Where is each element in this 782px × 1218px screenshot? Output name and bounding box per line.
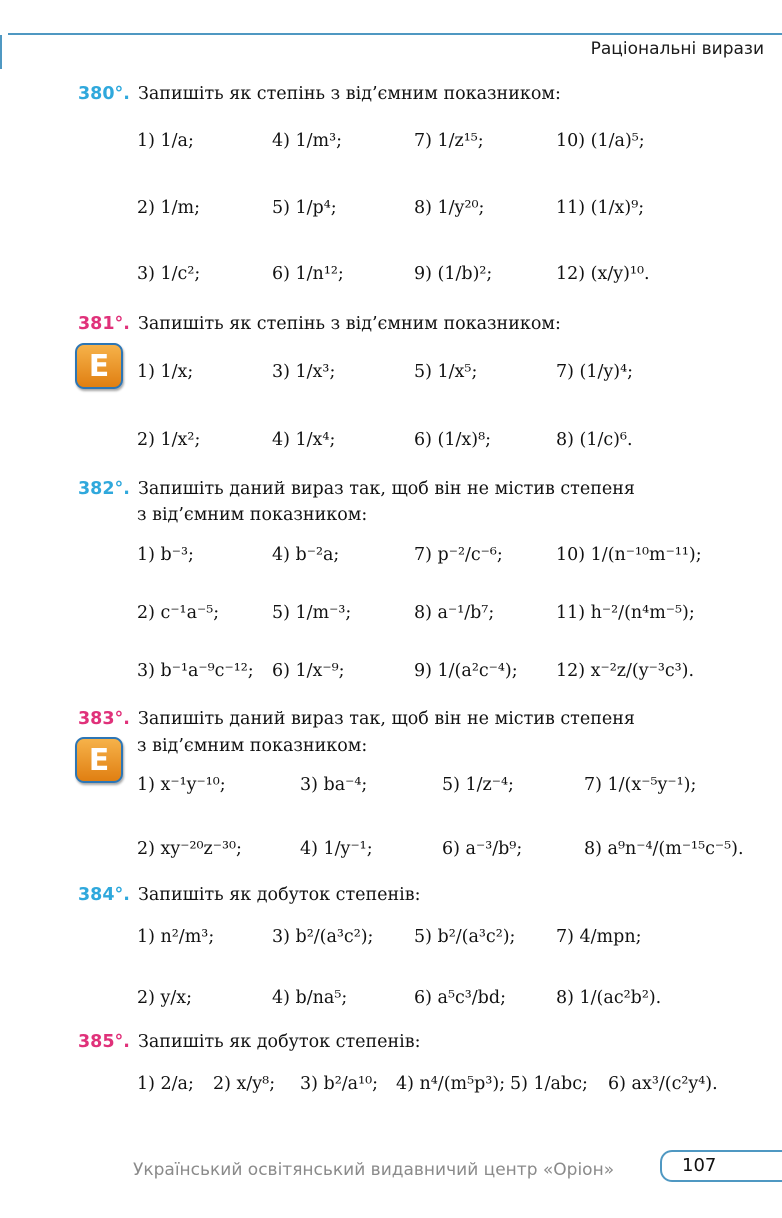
problem-number: 383°. [78,709,130,729]
item-385-6: 6) ax³/(c²y⁴). [608,1074,718,1094]
problem-number: 385°. [78,1032,130,1052]
item-382-4: 4) b⁻²a; [272,545,340,565]
problem-text: Запишіть як добуток степенів: [137,1032,421,1052]
item-380-8: 8) 1/y²⁰; [414,198,485,218]
item-381-4: 4) 1/x⁴; [272,430,336,450]
problem-text: Запишіть даний вираз так, щоб він не містив степеня [137,709,635,729]
problem-383 [78,709,635,729]
problem-384 [78,885,421,905]
problem-text: Запишіть як степінь з від’ємним показником: [137,84,561,104]
problem-text-continued: з від’ємним показником: [137,736,368,756]
problem-number: 381°. [78,314,130,334]
item-380-3: 3) 1/c²; [137,264,201,284]
item-380-4: 4) 1/m³; [272,131,343,151]
item-382-9: 9) 1/(a²c⁻⁴); [414,661,518,681]
item-381-3: 3) 1/x³; [272,362,336,382]
item-382-2: 2) c⁻¹a⁻⁵; [137,603,220,623]
item-380-6: 6) 1/n¹²; [272,264,344,284]
item-384-7: 7) 4/mpn; [556,927,642,947]
item-383-6: 6) a⁻³/b⁹; [442,839,523,859]
item-382-7: 7) p⁻²/c⁻⁶; [414,545,503,565]
e-level-badge: E [75,343,123,389]
item-383-5: 5) 1/z⁻⁴; [442,775,514,795]
item-382-11: 11) h⁻²/(n⁴m⁻⁵); [556,603,695,623]
problem-382 [78,479,635,499]
header-bracket [0,35,10,69]
item-383-4: 4) 1/y⁻¹; [300,839,373,859]
item-380-12: 12) (x/y)¹⁰. [556,264,650,284]
item-383-3: 3) ba⁻⁴; [300,775,368,795]
problem-text: Запишіть як степінь з від’ємним показником: [137,314,561,334]
item-385-5: 5) 1/abc; [510,1074,588,1094]
item-385-2: 2) x/y⁸; [213,1074,276,1094]
problem-text: Запишіть даний вираз так, щоб він не містив степеня [137,479,635,499]
item-380-10: 10) (1/a)⁵; [556,131,645,151]
item-380-1: 1) 1/a; [137,131,194,151]
page-number: 107 [660,1150,782,1182]
item-382-1: 1) b⁻³; [137,545,194,565]
item-382-6: 6) 1/x⁻⁹; [272,661,345,681]
item-384-6: 6) a⁵c³/bd; [414,988,506,1008]
item-381-5: 5) 1/x⁵; [414,362,478,382]
problem-number: 380°. [78,84,130,104]
item-385-1: 1) 2/a; [137,1074,194,1094]
item-383-2: 2) xy⁻²⁰z⁻³⁰; [137,839,242,859]
item-382-8: 8) a⁻¹/b⁷; [414,603,495,623]
item-384-2: 2) y/x; [137,988,193,1008]
problem-381 [78,314,561,334]
item-383-1: 1) x⁻¹y⁻¹⁰; [137,775,226,795]
item-382-12: 12) x⁻²z/(y⁻³c³). [556,661,695,681]
item-383-7: 7) 1/(x⁻⁵y⁻¹); [584,775,697,795]
problem-number: 384°. [78,885,130,905]
item-384-3: 3) b²/(a³c²); [272,927,374,947]
item-384-5: 5) b²/(a³c²); [414,927,516,947]
item-385-4: 4) n⁴/(m⁵p³); [396,1074,506,1094]
item-380-11: 11) (1/x)⁹; [556,198,645,218]
item-385-3: 3) b²/a¹⁰; [300,1074,378,1094]
page-header-title: Раціональні вирази [590,39,764,59]
item-381-1: 1) 1/x; [137,362,194,382]
item-381-8: 8) (1/c)⁶. [556,430,633,450]
item-384-4: 4) b/na⁵; [272,988,348,1008]
problem-text-continued: з від’ємним показником: [137,505,368,525]
item-380-7: 7) 1/z¹⁵; [414,131,484,151]
item-382-3: 3) b⁻¹a⁻⁹c⁻¹²; [137,661,254,681]
item-383-8: 8) a⁹n⁻⁴/(m⁻¹⁵c⁻⁵). [584,839,744,859]
item-384-8: 8) 1/(ac²b²). [556,988,662,1008]
problem-number: 382°. [78,479,130,499]
problem-385 [78,1032,421,1052]
item-381-2: 2) 1/x²; [137,430,201,450]
problem-380 [78,84,561,104]
publisher-footer: Український освітянський видавничий центр «Оріон» [133,1160,615,1180]
header-rule [8,33,782,35]
problem-text: Запишіть як добуток степенів: [137,885,421,905]
item-380-9: 9) (1/b)²; [414,264,493,284]
e-level-badge: E [75,737,123,783]
item-380-2: 2) 1/m; [137,198,201,218]
item-382-10: 10) 1/(n⁻¹⁰m⁻¹¹); [556,545,702,565]
item-382-5: 5) 1/m⁻³; [272,603,352,623]
item-380-5: 5) 1/p⁴; [272,198,337,218]
item-384-1: 1) n²/m³; [137,927,215,947]
item-381-6: 6) (1/x)⁸; [414,430,491,450]
item-381-7: 7) (1/y)⁴; [556,362,634,382]
